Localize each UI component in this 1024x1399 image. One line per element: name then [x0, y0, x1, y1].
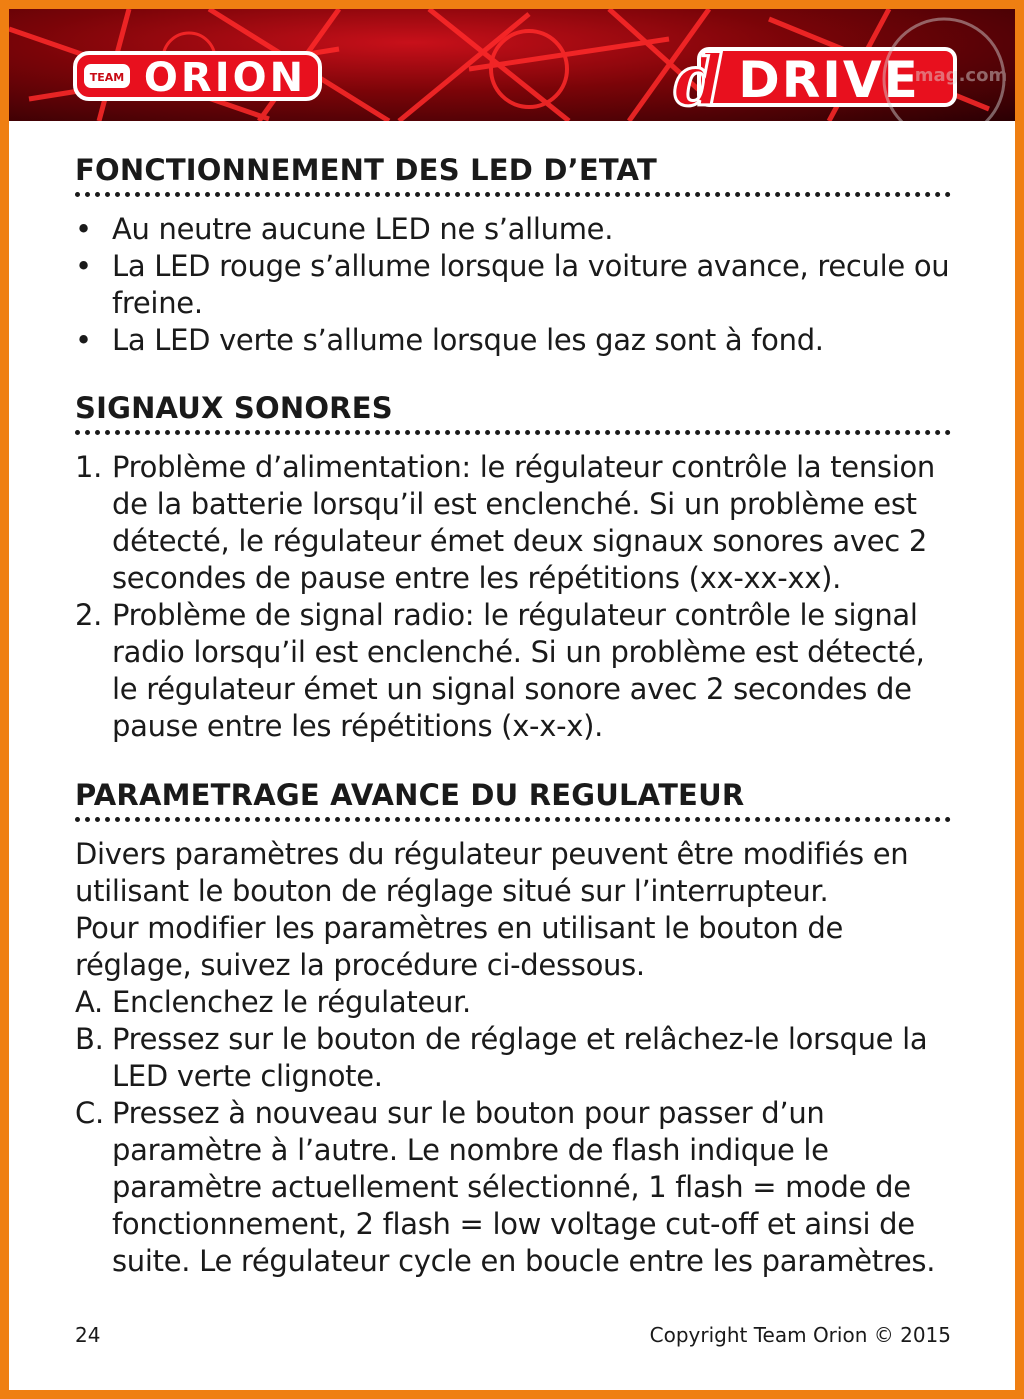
- list-item: [75, 211, 951, 248]
- list-item-text: Pressez à nouveau sur le bouton pour passer d’un paramètre à l’autre. Le nombre de flash indique le paramètre actuellement sélectionné, 1 flash = mode de fonctionnement, 2 flash = low voltage cut-off et ainsi de suite. Le régulateur cycle en boucle entre les paramètres.: [112, 1096, 936, 1278]
- letter-marker: B.: [75, 1022, 104, 1056]
- number-marker: 2.: [75, 598, 103, 632]
- bullet-marker: •: [75, 212, 92, 246]
- svg-text:d: d: [674, 39, 723, 121]
- list-item: [75, 1021, 951, 1095]
- header-banner: [9, 9, 1015, 121]
- letter-marker: A.: [75, 985, 103, 1019]
- led-list: [75, 211, 951, 359]
- list-item: [75, 248, 951, 322]
- header-graphic: [9, 9, 1015, 121]
- list-item: [75, 597, 951, 745]
- list-item-text: Au neutre aucune LED ne s’allume.: [112, 212, 614, 246]
- svg-text:ORION: ORION: [143, 55, 307, 101]
- bullet-marker: •: [75, 249, 92, 283]
- list-item-text: Enclenchez le régulateur.: [112, 985, 471, 1019]
- list-item-text: La LED verte s’allume lorsque les gaz sont à fond.: [112, 323, 824, 357]
- page-footer: [75, 1320, 951, 1350]
- section-title-led: FONCTIONNEMENT DES LED D’ETAT: [75, 153, 657, 187]
- svg-text:mag.com: mag.com: [914, 65, 1008, 86]
- copyright-notice: Copyright Team Orion © 2015: [649, 1323, 951, 1347]
- intro-paragraph: Divers paramètres du régulateur peuvent être modifiés en utilisant le bouton de réglage situé sur l’interrupteur.: [75, 837, 909, 908]
- orion-logo: [75, 53, 320, 101]
- letter-marker: C.: [75, 1096, 104, 1130]
- dotted-divider: [75, 192, 951, 197]
- section-title-advanced: PARAMETRAGE AVANCE DU REGULATEUR: [75, 778, 745, 812]
- svg-text:TEAM: TEAM: [89, 71, 125, 84]
- list-item-text: La LED rouge s’allume lorsque la voiture avance, recule ou freine.: [112, 249, 950, 320]
- svg-text:DRIVE: DRIVE: [738, 51, 920, 109]
- list-item-text: Problème de signal radio: le régulateur contrôle le signal radio lorsqu’il est enclenché. Si un problème est détecté, le régulateur émet un signal sonore avec 2 secondes de pause entre les répétitions (x-x-x).: [112, 598, 925, 743]
- ddrive-logo: [674, 39, 955, 121]
- signals-list: [75, 449, 951, 745]
- list-item-text: Pressez sur le bouton de réglage et relâchez-le lorsque la LED verte clignote.: [112, 1022, 928, 1093]
- list-item: [75, 322, 951, 359]
- dotted-divider: [75, 817, 951, 822]
- section-title-signals: SIGNAUX SONORES: [75, 391, 393, 425]
- page-content: [75, 150, 951, 1280]
- page-number: 24: [75, 1323, 101, 1347]
- number-marker: 1.: [75, 450, 103, 484]
- dotted-divider: [75, 430, 951, 435]
- list-item-text: Problème d’alimentation: le régulateur contrôle la tension de la batterie lorsqu’il est enclenché. Si un problème est détecté, le régulateur émet deux signaux sonores avec 2 secondes de pause entre les répétitions (xx-xx-xx).: [112, 450, 935, 595]
- bullet-marker: •: [75, 323, 92, 357]
- steps-list: [75, 984, 951, 1280]
- list-item: [75, 449, 951, 597]
- list-item: [75, 984, 951, 1021]
- list-item: [75, 1095, 951, 1280]
- intro-paragraph: Pour modifier les paramètres en utilisant le bouton de réglage, suivez la procédure ci-dessous.: [75, 911, 844, 982]
